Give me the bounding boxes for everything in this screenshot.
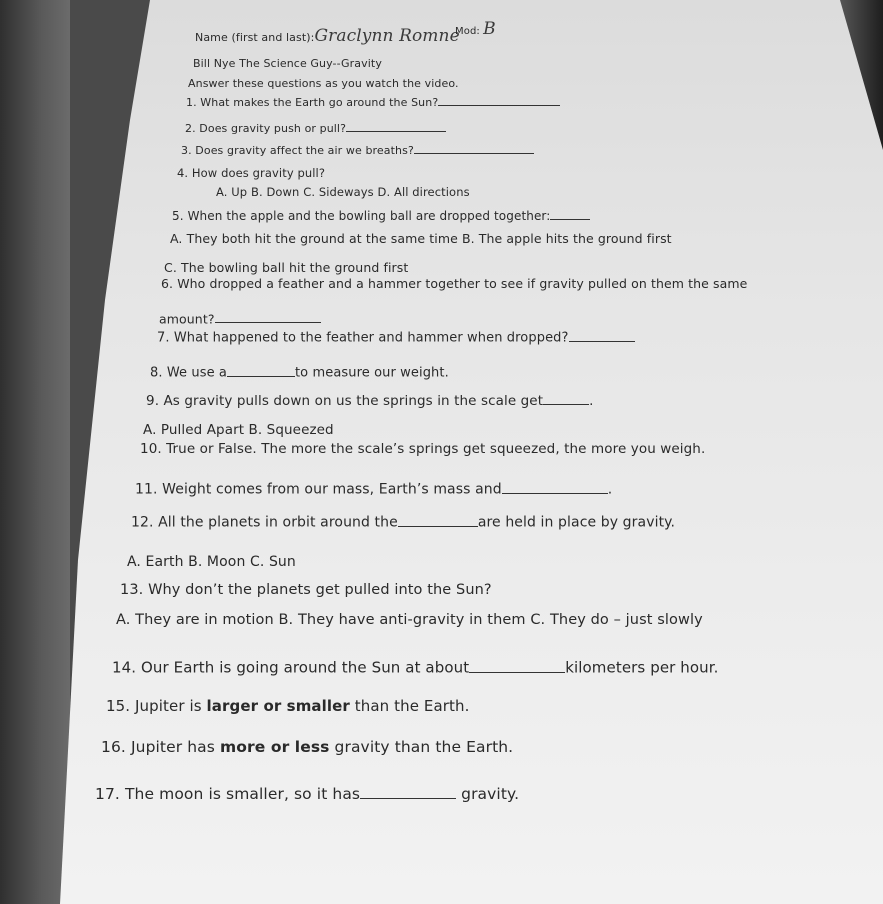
question-9-options: A. Pulled Apart B. Squeezed: [143, 422, 334, 438]
question-3-text: 3. Does gravity affect the air we breaths?: [181, 143, 414, 157]
question-3: [181, 143, 534, 157]
answer-blank-2[interactable]: [346, 121, 446, 132]
question-11: [135, 480, 612, 498]
answer-blank-7[interactable]: [569, 329, 635, 342]
answer-blank-9[interactable]: [543, 392, 589, 405]
question-14: [112, 658, 719, 677]
question-14-text-post: kilometers per hour.: [565, 658, 719, 677]
question-9-text-pre: 9. As gravity pulls down on us the springs in the scale get: [146, 393, 544, 410]
name-label: Name (first and last):: [195, 31, 315, 44]
question-2-text: 2. Does gravity push or pull?: [185, 121, 347, 135]
question-15-choice: larger or smaller: [206, 697, 350, 715]
question-17-text-post: gravity.: [461, 784, 520, 803]
mod-line: [455, 19, 496, 39]
question-13: 13. Why don’t the planets get pulled into the Sun?: [120, 582, 492, 598]
question-15-text-pre: 15. Jupiter is: [106, 697, 202, 715]
answer-blank-17[interactable]: [360, 784, 456, 799]
question-7: [157, 329, 635, 346]
question-8: [150, 364, 449, 381]
question-16-text-pre: 16. Jupiter has: [101, 738, 215, 756]
question-10: 10. True or False. The more the scale’s springs get squeezed, the more you weigh.: [140, 441, 706, 457]
mod-label: Mod:: [455, 26, 480, 37]
question-11-text-pre: 11. Weight comes from our mass, Earth’s mass and: [135, 481, 502, 498]
question-15-text-post: than the Earth.: [354, 697, 470, 715]
worksheet-title: Bill Nye The Science Guy--Gravity: [193, 57, 382, 70]
question-8-text-pre: 8. We use a: [150, 365, 227, 381]
question-12-text-post: are held in place by gravity.: [477, 514, 676, 531]
question-8-text-post: to measure our weight.: [294, 365, 449, 381]
answer-blank-6[interactable]: [215, 311, 321, 323]
question-5-option-c: C. The bowling ball hit the ground first: [164, 260, 409, 275]
question-5: [172, 208, 590, 223]
answer-blank-8[interactable]: [227, 364, 295, 377]
answer-blank-1[interactable]: [438, 95, 560, 106]
question-16: [101, 738, 513, 756]
question-16-text-post: gravity than the Earth.: [334, 738, 514, 756]
answer-blank-12[interactable]: [398, 513, 478, 527]
question-17: [95, 784, 519, 803]
answer-blank-14[interactable]: [469, 658, 565, 673]
name-value-handwritten[interactable]: Graclynn Romne: [314, 26, 460, 46]
answer-blank-11[interactable]: [502, 480, 608, 494]
name-line: [195, 26, 460, 46]
question-2: [185, 121, 446, 135]
question-5-text: 5. When the apple and the bowling ball are dropped together:: [172, 208, 551, 223]
question-7-text: 7. What happened to the feather and hammer when dropped?: [157, 330, 569, 346]
question-15: [106, 697, 470, 715]
question-16-choice: more or less: [219, 738, 330, 756]
question-1-text: 1. What makes the Earth go around the Sun?: [186, 95, 439, 109]
question-9-text-post: .: [589, 393, 594, 410]
question-12-text-pre: 12. All the planets in orbit around the: [131, 514, 398, 531]
question-12: [131, 513, 675, 531]
answer-blank-5[interactable]: [550, 208, 590, 220]
question-14-text-pre: 14. Our Earth is going around the Sun at about: [112, 658, 470, 677]
question-6: 6. Who dropped a feather and a hammer together to see if gravity pulled on them the same: [161, 276, 748, 291]
question-11-text-post: .: [607, 481, 613, 498]
instructions: Answer these questions as you watch the video.: [188, 77, 459, 90]
mod-value-handwritten[interactable]: B: [483, 19, 496, 39]
question-4: 4. How does gravity pull?: [177, 166, 326, 180]
question-5-options-ab: A. They both hit the ground at the same time B. The apple hits the ground first: [170, 231, 672, 246]
question-17-text-pre: 17. The moon is smaller, so it has: [95, 784, 361, 803]
question-4-options: A. Up B. Down C. Sideways D. All directions: [216, 185, 470, 199]
answer-blank-3[interactable]: [414, 143, 534, 154]
question-12-options: A. Earth B. Moon C. Sun: [127, 554, 296, 570]
question-6-cont-text: amount?: [159, 311, 215, 327]
question-6-continued: [159, 311, 321, 326]
question-13-options: A. They are in motion B. They have anti-gravity in them C. They do – just slowly: [116, 612, 703, 628]
question-9: [146, 392, 594, 409]
question-1: [186, 95, 560, 109]
